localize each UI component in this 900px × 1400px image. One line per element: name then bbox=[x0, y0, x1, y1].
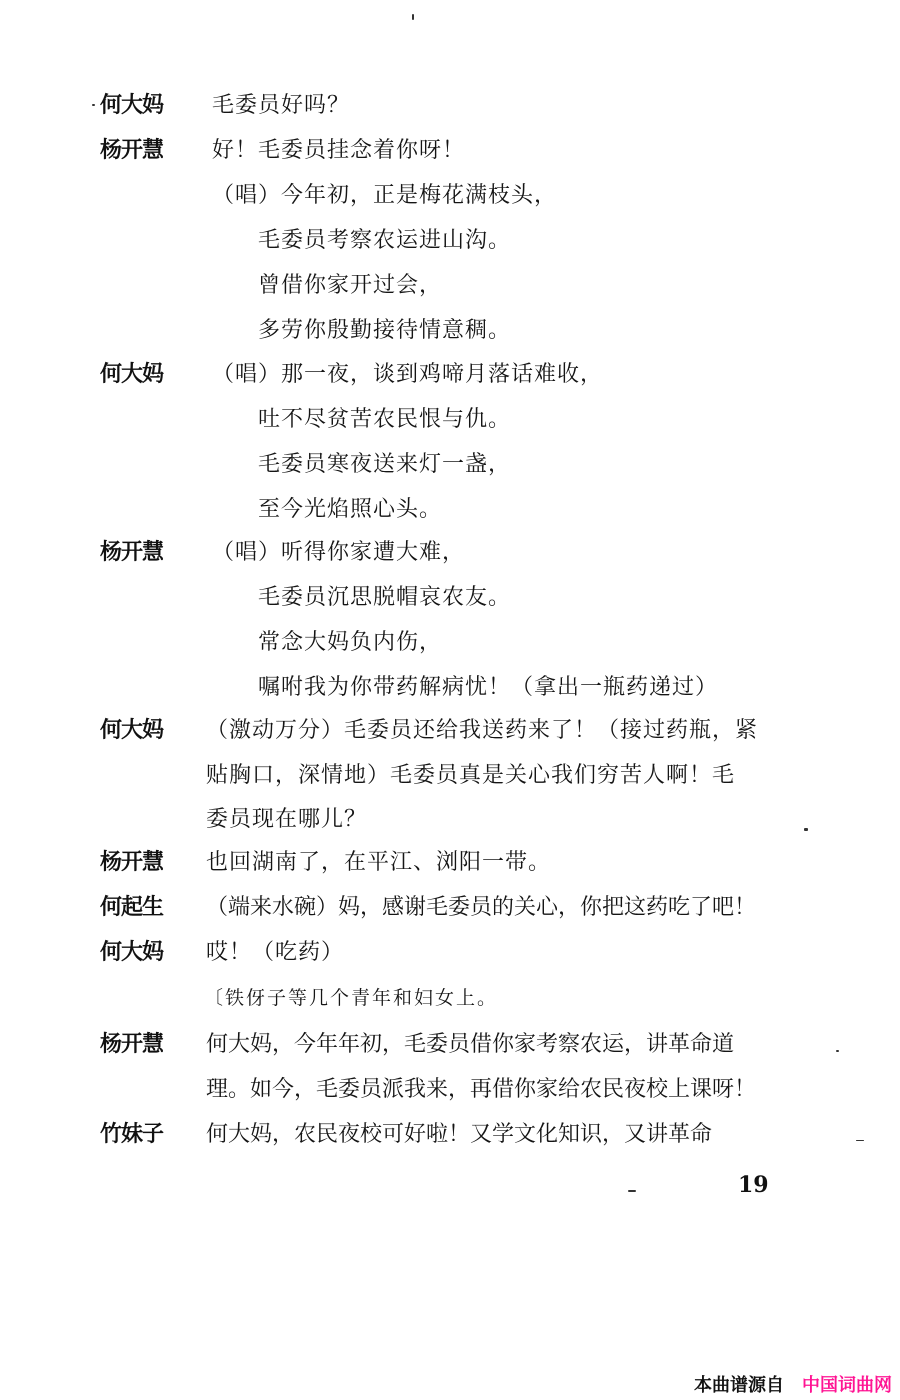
dialogue-continuation bbox=[0, 311, 900, 351]
dialogue-continuation bbox=[0, 445, 900, 485]
dialogue-entry bbox=[0, 933, 900, 973]
speaker-name: 何大妈 bbox=[100, 718, 164, 743]
speaker-name: 何起生 bbox=[100, 895, 164, 920]
speaker-name: 杨开慧 bbox=[100, 1032, 164, 1057]
speaker-name: 杨开慧 bbox=[100, 850, 164, 875]
speaker-name: 何大妈 bbox=[100, 940, 164, 965]
scan-speck bbox=[92, 104, 95, 106]
sung-line: （唱）听得你家遭大难， bbox=[212, 540, 466, 565]
footer-site-link[interactable]: 中国词曲网 bbox=[802, 1375, 892, 1396]
sung-line: 嘱咐我为你带药解病忧！（拿出一瓶药递过） bbox=[258, 675, 719, 700]
sung-line: 常念大妈负内伤， bbox=[258, 630, 443, 655]
dialogue-line: （端来水碗）妈，感谢毛委员的关心，你把这药吃了吧！ bbox=[206, 895, 757, 920]
speaker-name: 竹妹子 bbox=[100, 1122, 164, 1147]
stage-direction-text: 〔铁伢子等几个青年和妇女上。 bbox=[204, 987, 499, 1009]
dialogue-line: 委员现在哪儿？ bbox=[206, 807, 368, 832]
sung-line: 毛委员沉思脱帽哀农友。 bbox=[258, 585, 512, 610]
dialogue-continuation bbox=[0, 176, 900, 216]
sung-line: 曾借你家开过会， bbox=[258, 273, 443, 298]
sung-line: 至今光焰照心头。 bbox=[258, 497, 443, 522]
sung-line: 毛委员寒夜送来灯一盏， bbox=[258, 452, 512, 477]
page-number: 19 bbox=[738, 1172, 769, 1198]
dialogue-entry bbox=[0, 86, 900, 126]
dialogue-continuation bbox=[0, 578, 900, 618]
dialogue-line: 哎！（吃药） bbox=[206, 940, 345, 965]
speaker-name: 杨开慧 bbox=[100, 138, 164, 163]
dialogue-entry bbox=[0, 131, 900, 171]
dialogue-line: （激动万分）毛委员还给我送药来了！（接过药瓶，紧 bbox=[206, 718, 759, 743]
dialogue-continuation bbox=[0, 266, 900, 306]
scan-speck bbox=[804, 828, 808, 831]
scan-speck bbox=[412, 14, 414, 20]
dialogue-continuation bbox=[0, 490, 900, 530]
sung-line: （唱）今年初，正是梅花满枝头， bbox=[212, 183, 558, 208]
scan-speck bbox=[856, 1140, 864, 1141]
speaker-name: 杨开慧 bbox=[100, 540, 164, 565]
dialogue-line: 贴胸口，深情地）毛委员真是关心我们穷苦人啊！毛 bbox=[206, 763, 736, 788]
dialogue-continuation bbox=[0, 623, 900, 663]
footer-source-label: 本曲谱源自 bbox=[694, 1375, 784, 1396]
speaker-name: 何大妈 bbox=[100, 93, 164, 118]
dialogue-line: 也回湖南了，在平江、浏阳一带。 bbox=[206, 850, 552, 875]
dialogue-line: 毛委员好吗？ bbox=[212, 93, 351, 118]
scan-speck bbox=[628, 1190, 636, 1192]
dialogue-continuation bbox=[0, 668, 900, 708]
sung-line: 吐不尽贫苦农民恨与仇。 bbox=[258, 407, 512, 432]
sung-line: 多劳你殷勤接待情意稠。 bbox=[258, 318, 512, 343]
speaker-name: 何大妈 bbox=[100, 362, 164, 387]
stage-direction bbox=[0, 978, 900, 1018]
dialogue-line: 何大妈，今年年初，毛委员借你家考察农运，讲革命道 bbox=[206, 1032, 735, 1057]
dialogue-line: 何大妈，农民夜校可好啦！又学文化知识，又讲革命 bbox=[206, 1122, 713, 1147]
dialogue-entry bbox=[0, 1115, 900, 1155]
dialogue-entry bbox=[0, 533, 900, 573]
dialogue-continuation bbox=[0, 1070, 900, 1110]
dialogue-line: 好！毛委员挂念着你呀！ bbox=[212, 138, 466, 163]
sung-line: 毛委员考察农运进山沟。 bbox=[258, 228, 512, 253]
dialogue-continuation bbox=[0, 756, 900, 796]
dialogue-entry bbox=[0, 888, 900, 928]
scan-speck bbox=[836, 1050, 839, 1052]
dialogue-entry bbox=[0, 355, 900, 395]
dialogue-entry bbox=[0, 1025, 900, 1065]
dialogue-entry bbox=[0, 843, 900, 883]
dialogue-entry bbox=[0, 711, 900, 751]
dialogue-line: 理。如今，毛委员派我来，再借你家给农民夜校上课呀！ bbox=[206, 1077, 757, 1102]
dialogue-continuation bbox=[0, 221, 900, 261]
sung-line: （唱）那一夜，谈到鸡啼月落话难收， bbox=[212, 362, 604, 387]
dialogue-continuation bbox=[0, 400, 900, 440]
dialogue-continuation bbox=[0, 800, 900, 840]
